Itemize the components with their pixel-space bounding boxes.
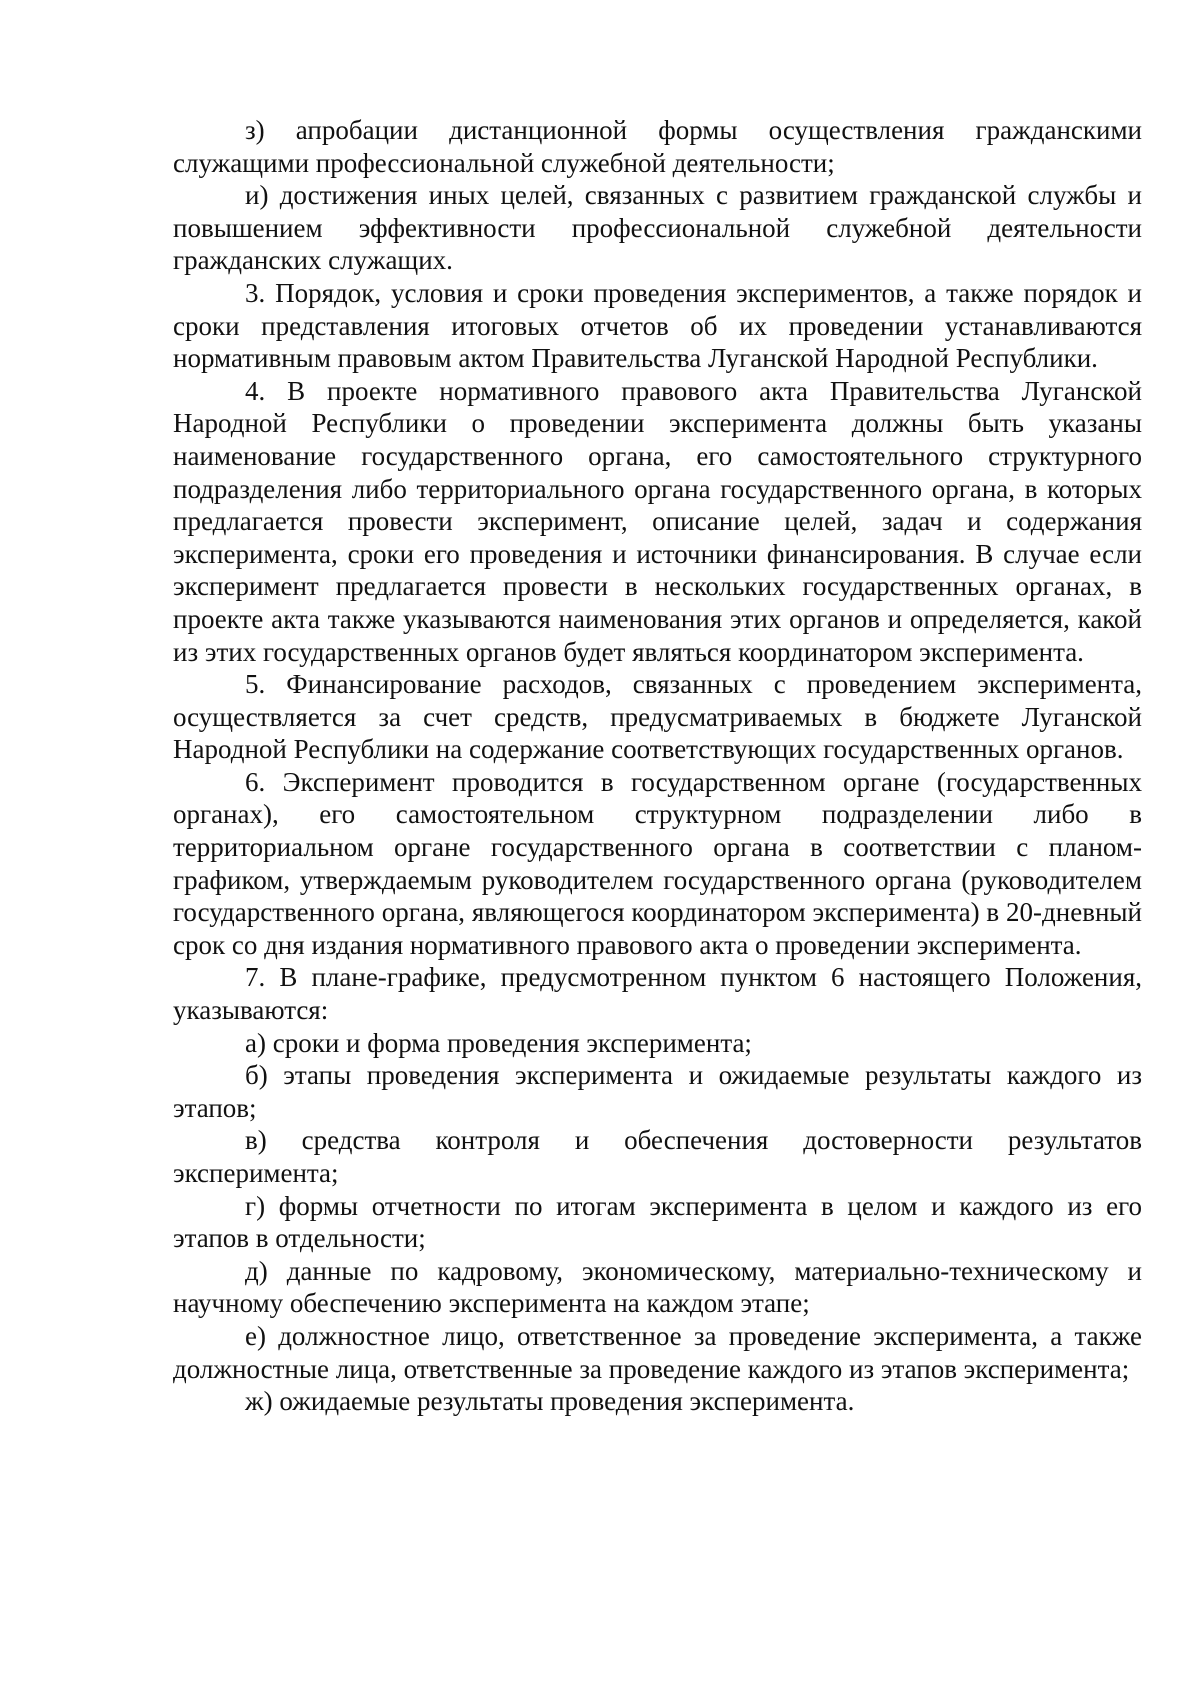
document-page [173,114,1142,1418]
paragraph-7: 7. В плане-графике, предусмотренном пунктом 6 настоящего Положения, указываются: [173,962,1142,1026]
list-item-a: а) сроки и форма проведения эксперимента; [245,1027,752,1058]
paragraph-4: 4. В проекте нормативного правового акта Правительства Луганской Народной Республики о проведении эксперимента должны быть указаны наименование государственного органа, его самостоятельного структурного подразделения либо территориального органа государственного органа, в которых предлагается провести эксперимент, описание целей, задач и содержания эксперимента, сроки его проведения и источники финансирования. В случае если эксперимент предлагается провести в нескольких государственных органах, в проекте акта также указываются наименования этих органов и определяется, какой из этих государственных органов будет являться координатором эксперимента. [173,375,1142,667]
list-item-e: е) должностное лицо, ответственное за проведение эксперимента, а также должностные лица, ответственные за проведение каждого из этапов эксперимента; [173,1320,1142,1384]
paragraph-item-z: з) апробации дистанционной формы осуществления гражданскими служащими профессиональной служебной деятельности; [173,115,1142,178]
list-item-b: б) этапы проведения эксперимента и ожидаемые результаты каждого из этапов; [173,1060,1142,1123]
paragraph-6: 6. Эксперимент проводится в государственном органе (государственных органах), его самостоятельном структурном подразделении либо в территориальном органе государственного органа в соответствии с планом-графиком, утверждаемым руководителем государственного органа (руководителем государственного органа, являющегося координатором эксперимента) в 20-дневный срок со дня издания нормативного правового акта о проведении эксперимента. [173,766,1142,960]
paragraph-3: 3. Порядок, условия и сроки проведения экспериментов, а также порядок и сроки представления итоговых отчетов об их проведении устанавливаются нормативным правовым актом Правительства Луганской Народной Республики. [173,277,1142,374]
paragraph-5: 5. Финансирование расходов, связанных с проведением эксперимента, осуществляется за счет средств, предусматриваемых в бюджете Луганской Народной Республики на содержание соответствующих государственных органов. [173,669,1142,765]
list-item-d: д) данные по кадровому, экономическому, материально-техническому и научному обеспечению эксперимента на каждом этапе; [173,1255,1142,1319]
list-item-v: в) средства контроля и обеспечения достоверности результатов эксперимента; [173,1125,1142,1188]
list-item-g: г) формы отчетности по итогам эксперимента в целом и каждого из его этапов в отдельности; [173,1190,1142,1254]
paragraph-item-i: и) достижения иных целей, связанных с развитием гражданской службы и повышением эффективности профессиональной служебной деятельности гражданских служащих. [173,180,1142,276]
list-item-zh: ж) ожидаемые результаты проведения эксперимента. [245,1386,855,1417]
